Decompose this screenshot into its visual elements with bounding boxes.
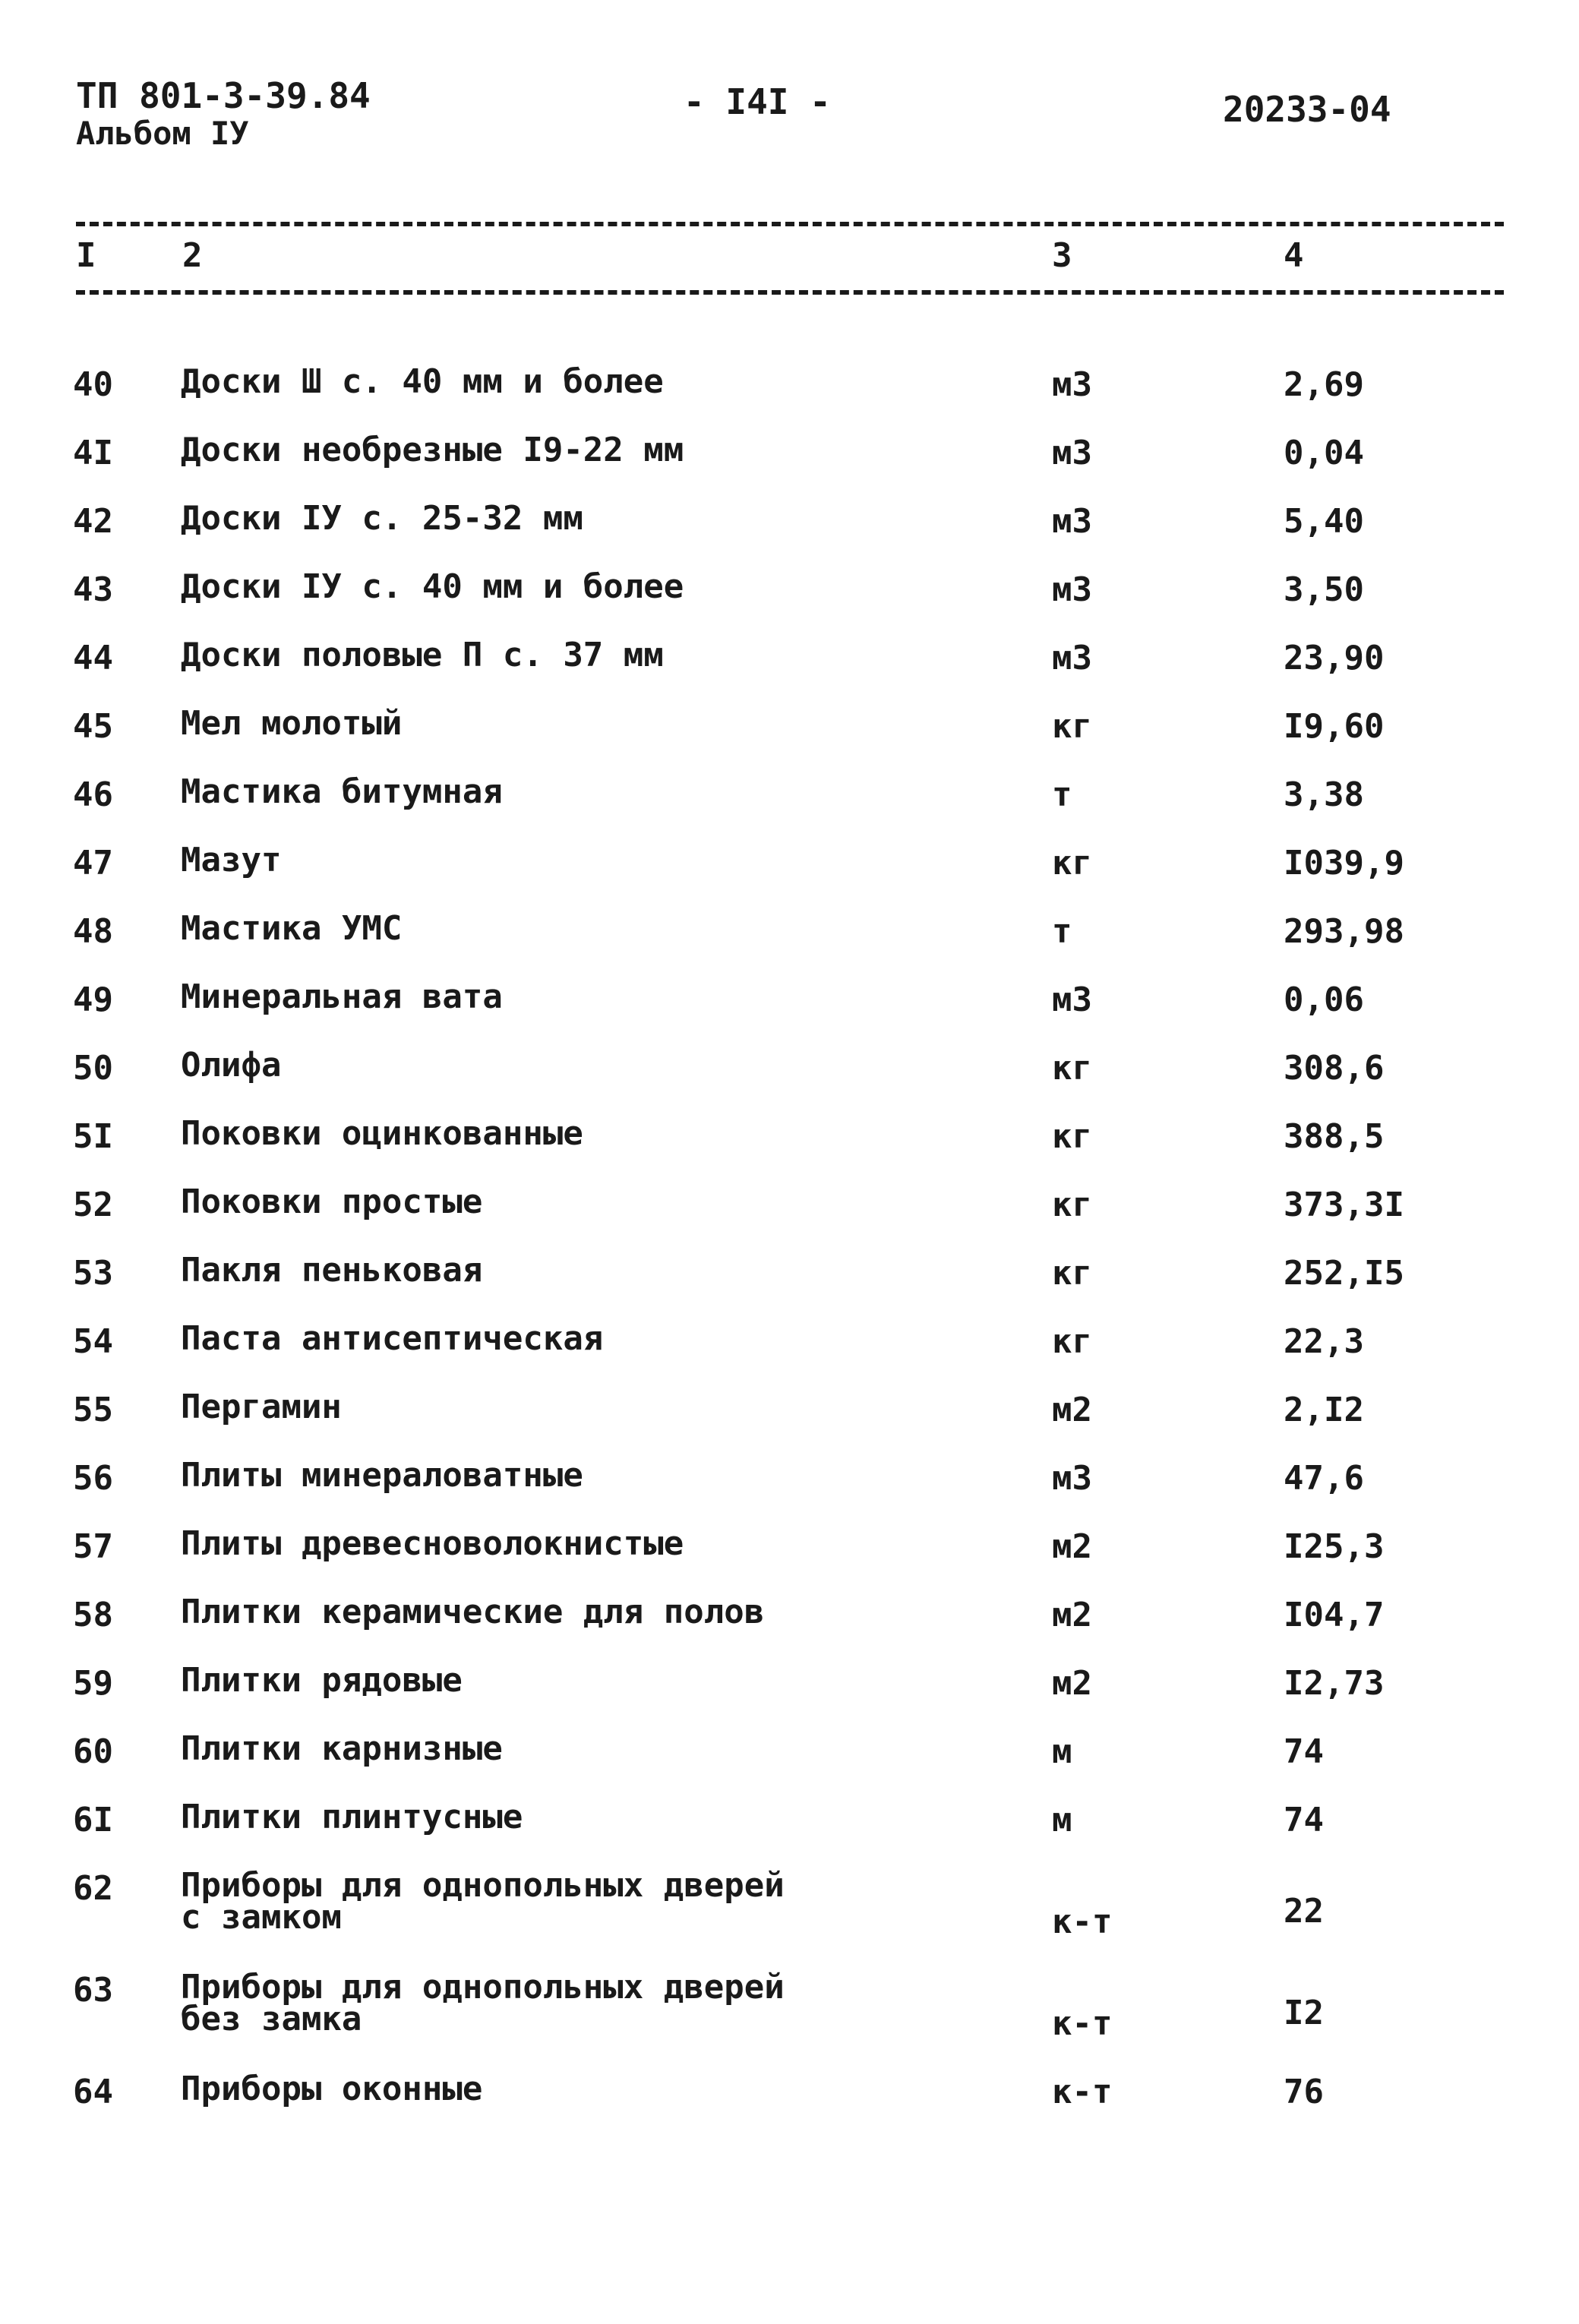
material-name: Плитки карнизные <box>181 1729 503 1768</box>
table-row <box>0 1798 1579 1870</box>
quantity: 388,5 <box>1284 1117 1385 1156</box>
row-number: 40 <box>73 365 113 404</box>
quantity: I04,7 <box>1284 1596 1385 1634</box>
material-name: Приборы для однопольных дверей с замком <box>181 1866 785 1937</box>
unit-of-measure: кг <box>1052 1186 1092 1224</box>
material-name: Мастика битумная <box>181 772 503 811</box>
table-row <box>0 567 1579 639</box>
quantity: I2,73 <box>1284 1664 1385 1703</box>
table-row <box>0 1593 1579 1665</box>
table-row <box>0 772 1579 845</box>
material-name: Минеральная вата <box>181 977 503 1016</box>
quantity: 252,I5 <box>1284 1254 1404 1293</box>
row-number: 56 <box>73 1459 113 1498</box>
unit-of-measure: м <box>1052 1732 1072 1771</box>
quantity: I2 <box>1284 1994 1324 2032</box>
table-row <box>0 909 1579 981</box>
row-number: 63 <box>73 1971 113 2010</box>
unit-of-measure: м3 <box>1052 502 1092 541</box>
quantity: 22 <box>1284 1892 1324 1931</box>
row-number: 64 <box>73 2073 113 2111</box>
quantity: 74 <box>1284 1801 1324 1839</box>
row-number: 50 <box>73 1049 113 1088</box>
material-name: Доски половые П с. 37 мм <box>181 636 664 674</box>
table-row <box>0 1046 1579 1118</box>
table-row <box>0 1319 1579 1391</box>
unit-of-measure: к-т <box>1052 2073 1113 2111</box>
row-number: 44 <box>73 639 113 677</box>
document-number: 20233-04 <box>1223 89 1391 130</box>
material-name: Мастика УМС <box>181 909 403 948</box>
unit-of-measure: м2 <box>1052 1391 1092 1429</box>
column-header-1: I <box>76 236 96 275</box>
material-name: Доски IУ с. 25-32 мм <box>181 499 583 538</box>
table-row <box>0 636 1579 708</box>
table-row <box>0 1456 1579 1528</box>
material-name: Плиты древесноволокнистые <box>181 1524 684 1563</box>
unit-of-measure: т <box>1052 912 1072 951</box>
unit-of-measure: м3 <box>1052 570 1092 609</box>
row-number: 54 <box>73 1322 113 1361</box>
quantity: 308,6 <box>1284 1049 1385 1088</box>
unit-of-measure: к-т <box>1052 2004 1113 2043</box>
unit-of-measure: м3 <box>1052 980 1092 1019</box>
material-name: Олифа <box>181 1046 282 1085</box>
row-number: 53 <box>73 1254 113 1293</box>
column-header-4: 4 <box>1284 236 1304 275</box>
project-code: ТП 801-3-39.84 <box>76 75 371 116</box>
row-number: 49 <box>73 980 113 1019</box>
quantity: 76 <box>1284 2073 1324 2111</box>
unit-of-measure: т <box>1052 775 1072 814</box>
row-number: 58 <box>73 1596 113 1634</box>
table-row <box>0 499 1579 571</box>
quantity: 5,40 <box>1284 502 1364 541</box>
material-name: Мазут <box>181 841 282 879</box>
unit-of-measure: м3 <box>1052 434 1092 472</box>
page-number: - I4I - <box>684 81 831 122</box>
table-row <box>0 1661 1579 1733</box>
quantity: 2,69 <box>1284 365 1364 404</box>
table-row <box>0 431 1579 503</box>
unit-of-measure: м2 <box>1052 1664 1092 1703</box>
material-name: Приборы оконные <box>181 2070 483 2108</box>
row-number: 57 <box>73 1527 113 1566</box>
material-name: Доски необрезные I9-22 мм <box>181 431 684 469</box>
quantity: I25,3 <box>1284 1527 1385 1566</box>
unit-of-measure: м2 <box>1052 1527 1092 1566</box>
row-number: 55 <box>73 1391 113 1429</box>
material-name: Плитки керамические для полов <box>181 1593 765 1631</box>
table-row <box>0 1866 1579 1972</box>
quantity: 0,06 <box>1284 980 1364 1019</box>
unit-of-measure: м3 <box>1052 1459 1092 1498</box>
table-row <box>0 1729 1579 1801</box>
unit-of-measure: кг <box>1052 1117 1092 1156</box>
unit-of-measure: м3 <box>1052 365 1092 404</box>
table-row <box>0 1114 1579 1186</box>
row-number: 62 <box>73 1869 113 1908</box>
row-number: 43 <box>73 570 113 609</box>
bottom-dashed-rule <box>76 290 1504 295</box>
quantity: 0,04 <box>1284 434 1364 472</box>
column-header-3: 3 <box>1052 236 1072 275</box>
row-number: 46 <box>73 775 113 814</box>
quantity: 3,50 <box>1284 570 1364 609</box>
material-name: Приборы для однопольных дверей без замка <box>181 1968 785 2038</box>
materials-table <box>0 362 1579 2142</box>
quantity: I039,9 <box>1284 844 1404 883</box>
row-number: 47 <box>73 844 113 883</box>
material-name: Пакля пеньковая <box>181 1251 483 1290</box>
row-number: 52 <box>73 1186 113 1224</box>
material-name: Доски IУ с. 40 мм и более <box>181 567 684 606</box>
table-row <box>0 841 1579 913</box>
album-label: Альбом IУ <box>76 115 249 152</box>
unit-of-measure: к-т <box>1052 1902 1113 1941</box>
row-number: 45 <box>73 707 113 746</box>
quantity: 3,38 <box>1284 775 1364 814</box>
material-name: Поковки простые <box>181 1183 483 1221</box>
quantity: I9,60 <box>1284 707 1385 746</box>
material-name: Поковки оцинкованные <box>181 1114 583 1153</box>
top-dashed-rule <box>76 222 1504 226</box>
material-name: Плитки рядовые <box>181 1661 463 1700</box>
table-row <box>0 1388 1579 1460</box>
material-name: Плитки плинтусные <box>181 1798 523 1836</box>
quantity: 47,6 <box>1284 1459 1364 1498</box>
column-header-2: 2 <box>182 236 203 275</box>
table-row <box>0 1183 1579 1255</box>
table-row <box>0 1524 1579 1596</box>
material-name: Плиты минераловатные <box>181 1456 583 1495</box>
unit-of-measure: кг <box>1052 844 1092 883</box>
quantity: 293,98 <box>1284 912 1404 951</box>
row-number: 42 <box>73 502 113 541</box>
table-row <box>0 704 1579 776</box>
unit-of-measure: кг <box>1052 1322 1092 1361</box>
unit-of-measure: м <box>1052 1801 1072 1839</box>
row-number: 60 <box>73 1732 113 1771</box>
quantity: 2,I2 <box>1284 1391 1364 1429</box>
table-row <box>0 977 1579 1050</box>
table-row <box>0 1251 1579 1323</box>
row-number: 4I <box>73 434 113 472</box>
material-name: Паста антисептическая <box>181 1319 604 1358</box>
material-name: Доски Ш с. 40 мм и более <box>181 362 664 401</box>
row-number: 6I <box>73 1801 113 1839</box>
unit-of-measure: кг <box>1052 707 1092 746</box>
material-name: Мел молотый <box>181 704 403 743</box>
row-number: 59 <box>73 1664 113 1703</box>
quantity: 74 <box>1284 1732 1324 1771</box>
unit-of-measure: кг <box>1052 1049 1092 1088</box>
unit-of-measure: м2 <box>1052 1596 1092 1634</box>
table-row <box>0 1968 1579 2073</box>
quantity: 23,90 <box>1284 639 1385 677</box>
unit-of-measure: кг <box>1052 1254 1092 1293</box>
row-number: 48 <box>73 912 113 951</box>
quantity: 373,3I <box>1284 1186 1404 1224</box>
quantity: 22,3 <box>1284 1322 1364 1361</box>
table-row <box>0 362 1579 434</box>
material-name: Пергамин <box>181 1388 342 1426</box>
unit-of-measure: м3 <box>1052 639 1092 677</box>
row-number: 5I <box>73 1117 113 1156</box>
table-row <box>0 2070 1579 2142</box>
